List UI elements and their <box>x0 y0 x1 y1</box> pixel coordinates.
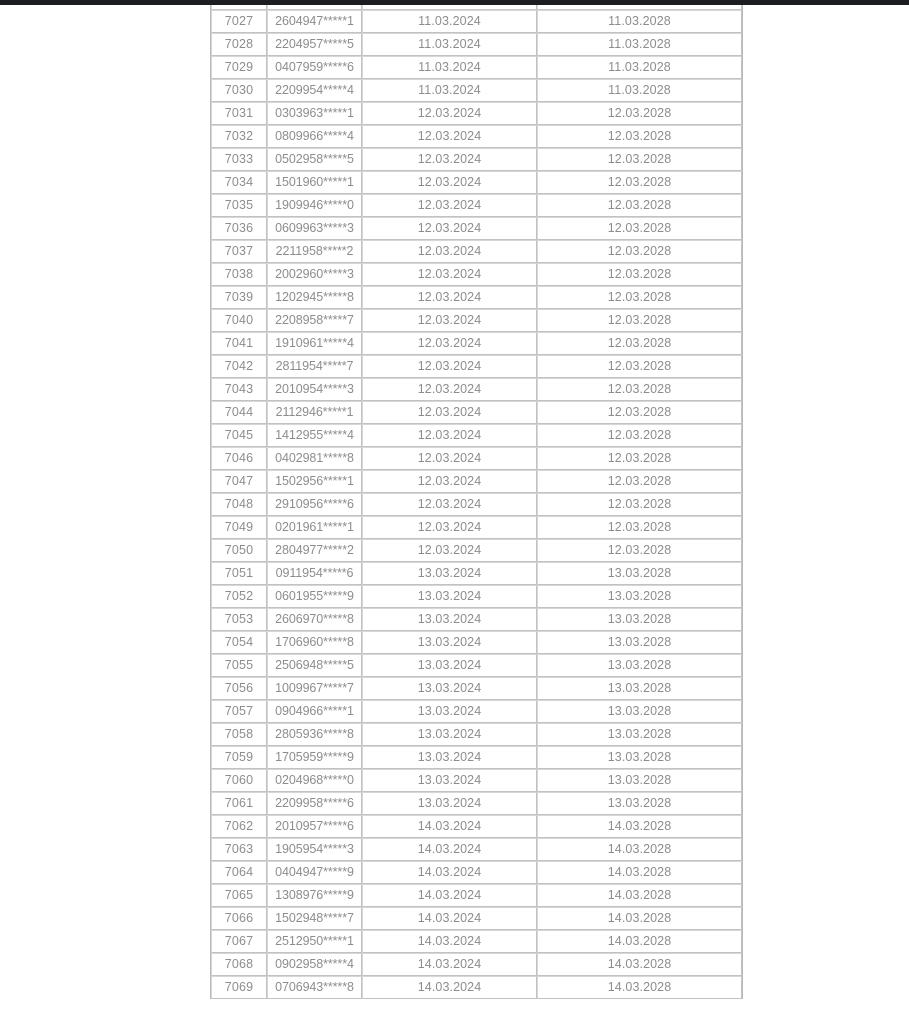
table-cell-row-number: 7027 <box>211 10 267 33</box>
table-cell-expiry-date: 13.03.2028 <box>537 723 742 746</box>
table-row[interactable] <box>211 447 742 470</box>
table-cell-masked-identifier: 2208958*****7 <box>267 309 362 332</box>
table-cell-masked-identifier: 2211958*****2 <box>267 240 362 263</box>
table-cell-row-number: 7037 <box>211 240 267 263</box>
table-cell-issue-date: 13.03.2024 <box>362 608 537 631</box>
table-cell-masked-identifier: 0706943*****8 <box>267 976 362 999</box>
table-cell-expiry-date: 14.03.2028 <box>537 953 742 976</box>
table-cell-masked-identifier: 0404947*****9 <box>267 861 362 884</box>
table-cell-masked-identifier: 2512950*****1 <box>267 930 362 953</box>
table-cell-masked-identifier: 2204957*****5 <box>267 33 362 56</box>
table-cell-row-number: 7048 <box>211 493 267 516</box>
table-cell-row-number: 7045 <box>211 424 267 447</box>
table-row[interactable] <box>211 608 742 631</box>
table-cell-expiry-date: 13.03.2028 <box>537 769 742 792</box>
table-cell-issue-date: 11.03.2024 <box>362 56 537 79</box>
table-cell-issue-date: 12.03.2024 <box>362 102 537 125</box>
table-cell-expiry-date: 14.03.2028 <box>537 861 742 884</box>
table-row[interactable] <box>211 585 742 608</box>
table-cell-issue-date: 12.03.2024 <box>362 148 537 171</box>
table-cell-issue-date: 11.03.2024 <box>362 10 537 33</box>
table-cell-masked-identifier: 0911954*****6 <box>267 562 362 585</box>
table-cell-issue-date: 13.03.2024 <box>362 769 537 792</box>
table-cell-expiry-date: 12.03.2028 <box>537 447 742 470</box>
table-cell-expiry-date: 13.03.2028 <box>537 677 742 700</box>
table-scroll-region[interactable] <box>210 5 741 999</box>
table-cell-row-number: 7056 <box>211 677 267 700</box>
table-cell-expiry-date: 12.03.2028 <box>537 355 742 378</box>
table-cell-row-number: 7051 <box>211 562 267 585</box>
table-cell-masked-identifier: 1502948*****7 <box>267 907 362 930</box>
table-cell-masked-identifier: 2010954*****3 <box>267 378 362 401</box>
table-cell-issue-date: 14.03.2024 <box>362 838 537 861</box>
table-cell-row-number: 7033 <box>211 148 267 171</box>
table-cell-row-number: 7042 <box>211 355 267 378</box>
table-cell-row-number: 7055 <box>211 654 267 677</box>
table-cell-issue-date: 13.03.2024 <box>362 677 537 700</box>
table-cell-issue-date: 12.03.2024 <box>362 332 537 355</box>
table-row[interactable] <box>211 677 742 700</box>
table-cell-issue-date: 13.03.2024 <box>362 792 537 815</box>
table-cell-expiry-date: 12.03.2028 <box>537 217 742 240</box>
table-cell-issue-date: 13.03.2024 <box>362 700 537 723</box>
table-cell-masked-identifier: 0809966*****4 <box>267 125 362 148</box>
table-cell-row-number: 7030 <box>211 79 267 102</box>
table-cell-masked-identifier: 0601955*****9 <box>267 585 362 608</box>
table-row[interactable] <box>211 493 742 516</box>
table-cell-issue-date: 13.03.2024 <box>362 654 537 677</box>
table-cell-row-number: 7029 <box>211 56 267 79</box>
table-cell-expiry-date: 14.03.2028 <box>537 884 742 907</box>
records-table-body <box>211 5 742 999</box>
table-row[interactable] <box>211 332 742 355</box>
table-cell-expiry-date: 12.03.2028 <box>537 171 742 194</box>
table-row[interactable] <box>211 562 742 585</box>
table-cell-row-number: 7039 <box>211 286 267 309</box>
table-cell-masked-identifier: 1308976*****9 <box>267 884 362 907</box>
table-cell-issue-date: 12.03.2024 <box>362 470 537 493</box>
table-cell-masked-identifier: 1502956*****1 <box>267 470 362 493</box>
table-cell-row-number: 7053 <box>211 608 267 631</box>
table-cell-expiry-date: 12.03.2028 <box>537 125 742 148</box>
table-cell-expiry-date: 12.03.2028 <box>537 194 742 217</box>
table-cell-row-number: 7052 <box>211 585 267 608</box>
table-cell-issue-date: 12.03.2024 <box>362 171 537 194</box>
table-cell-issue-date: 12.03.2024 <box>362 286 537 309</box>
table-row[interactable] <box>211 309 742 332</box>
table-cell-issue-date: 12.03.2024 <box>362 424 537 447</box>
table-cell-masked-identifier: 2606970*****8 <box>267 608 362 631</box>
table-cell-row-number: 7067 <box>211 930 267 953</box>
table-cell-expiry-date: 13.03.2028 <box>537 585 742 608</box>
table-cell-masked-identifier: 1202945*****8 <box>267 286 362 309</box>
table-cell-expiry-date: 13.03.2028 <box>537 562 742 585</box>
table-cell-row-number: 7050 <box>211 539 267 562</box>
table-cell-masked-identifier: 2804977*****2 <box>267 539 362 562</box>
table-row[interactable] <box>211 792 742 815</box>
table-cell-masked-identifier: 2506948*****5 <box>267 654 362 677</box>
table-cell-expiry-date: 13.03.2028 <box>537 631 742 654</box>
table-cell-row-number: 7040 <box>211 309 267 332</box>
table-cell-row-number: 7035 <box>211 194 267 217</box>
table-cell-masked-identifier: 1501960*****1 <box>267 171 362 194</box>
table-cell-masked-identifier: 0402981*****8 <box>267 447 362 470</box>
table-cell-issue-date: 12.03.2024 <box>362 493 537 516</box>
table-cell-issue-date: 14.03.2024 <box>362 815 537 838</box>
table-cell-expiry-date: 13.03.2028 <box>537 700 742 723</box>
table-cell-issue-date: 12.03.2024 <box>362 355 537 378</box>
table-cell-row-number: 7043 <box>211 378 267 401</box>
table-row[interactable] <box>211 700 742 723</box>
table-row[interactable] <box>211 769 742 792</box>
table-cell-row-number: 7064 <box>211 861 267 884</box>
table-cell-masked-identifier: 0902958*****4 <box>267 953 362 976</box>
table-cell-expiry-date: 12.03.2028 <box>537 539 742 562</box>
table-cell-masked-identifier: 2604947*****1 <box>267 10 362 33</box>
table-cell-masked-identifier: 2811954*****7 <box>267 355 362 378</box>
table-cell-row-number: 7031 <box>211 102 267 125</box>
table-row[interactable] <box>211 815 742 838</box>
table-cell-issue-date: 14.03.2024 <box>362 907 537 930</box>
table-cell-row-number: 7054 <box>211 631 267 654</box>
table-cell-row-number: 7034 <box>211 171 267 194</box>
table-row[interactable] <box>211 10 742 33</box>
table-cell-issue-date: 12.03.2024 <box>362 194 537 217</box>
table-cell-expiry-date: 12.03.2028 <box>537 148 742 171</box>
table-cell-row-number: 7062 <box>211 815 267 838</box>
table-cell-expiry-date: 12.03.2028 <box>537 516 742 539</box>
table-cell-issue-date: 12.03.2024 <box>362 516 537 539</box>
table-row[interactable] <box>211 884 742 907</box>
table-cell-issue-date: 12.03.2024 <box>362 263 537 286</box>
table-cell-masked-identifier: 1412955*****4 <box>267 424 362 447</box>
table-cell-masked-identifier: 0201961*****1 <box>267 516 362 539</box>
table-cell-issue-date: 12.03.2024 <box>362 378 537 401</box>
table-cell-masked-identifier: 2805936*****8 <box>267 723 362 746</box>
table-cell-issue-date: 13.03.2024 <box>362 631 537 654</box>
records-table <box>210 5 743 999</box>
table-cell-row-number: 7065 <box>211 884 267 907</box>
table-row[interactable] <box>211 953 742 976</box>
table-row[interactable] <box>211 631 742 654</box>
table-cell-expiry-date: 13.03.2028 <box>537 746 742 769</box>
table-row[interactable] <box>211 976 742 999</box>
table-cell-masked-identifier: 1705959*****9 <box>267 746 362 769</box>
table-cell-issue-date: 13.03.2024 <box>362 746 537 769</box>
table-cell-masked-identifier: 1910961*****4 <box>267 332 362 355</box>
table-cell-masked-identifier: 0609963*****3 <box>267 217 362 240</box>
table-cell-expiry-date: 11.03.2028 <box>537 56 742 79</box>
table-row[interactable] <box>211 861 742 884</box>
table-cell-masked-identifier: 2002960*****3 <box>267 263 362 286</box>
table-row[interactable] <box>211 539 742 562</box>
table-cell-issue-date: 14.03.2024 <box>362 976 537 999</box>
table-cell-row-number: 7058 <box>211 723 267 746</box>
table-cell-row-number: 7059 <box>211 746 267 769</box>
table-cell-row-number: 7061 <box>211 792 267 815</box>
table-cell-expiry-date: 12.03.2028 <box>537 470 742 493</box>
table-cell-expiry-date: 12.03.2028 <box>537 378 742 401</box>
table-row[interactable] <box>211 148 742 171</box>
table-cell-expiry-date: 14.03.2028 <box>537 815 742 838</box>
table-row[interactable] <box>211 401 742 424</box>
table-cell-issue-date: 14.03.2024 <box>362 930 537 953</box>
table-cell-row-number: 7041 <box>211 332 267 355</box>
table-row[interactable] <box>211 79 742 102</box>
table-cell-masked-identifier: 2910956*****6 <box>267 493 362 516</box>
table-cell-issue-date: 13.03.2024 <box>362 585 537 608</box>
table-cell-expiry-date: 13.03.2028 <box>537 608 742 631</box>
table-row[interactable] <box>211 516 742 539</box>
table-cell-row-number: 7057 <box>211 700 267 723</box>
table-cell-row-number: 7046 <box>211 447 267 470</box>
table-cell-row-number: 7038 <box>211 263 267 286</box>
table-row[interactable] <box>211 240 742 263</box>
table-row[interactable] <box>211 654 742 677</box>
table-cell-row-number: 7049 <box>211 516 267 539</box>
table-cell-expiry-date: 12.03.2028 <box>537 332 742 355</box>
table-row[interactable] <box>211 907 742 930</box>
table-row[interactable] <box>211 194 742 217</box>
table-cell-issue-date: 12.03.2024 <box>362 217 537 240</box>
table-cell-masked-identifier: 2209954*****4 <box>267 79 362 102</box>
table-cell-expiry-date: 12.03.2028 <box>537 401 742 424</box>
table-cell-masked-identifier: 0502958*****5 <box>267 148 362 171</box>
table-cell-expiry-date: 14.03.2028 <box>537 930 742 953</box>
table-cell-issue-date: 13.03.2024 <box>362 562 537 585</box>
table-cell-expiry-date: 12.03.2028 <box>537 309 742 332</box>
table-cell-masked-identifier: 2209958*****6 <box>267 792 362 815</box>
table-cell-masked-identifier: 1905954*****3 <box>267 838 362 861</box>
table-cell-issue-date: 12.03.2024 <box>362 125 537 148</box>
table-cell-expiry-date: 14.03.2028 <box>537 907 742 930</box>
table-row[interactable] <box>211 102 742 125</box>
table-cell-masked-identifier: 1706960*****8 <box>267 631 362 654</box>
table-cell-row-number: 7044 <box>211 401 267 424</box>
table-cell-masked-identifier: 0407959*****6 <box>267 56 362 79</box>
table-cell-expiry-date: 12.03.2028 <box>537 263 742 286</box>
table-cell-masked-identifier: 0204968*****0 <box>267 769 362 792</box>
table-cell-row-number: 7028 <box>211 33 267 56</box>
table-cell-expiry-date: 13.03.2028 <box>537 792 742 815</box>
table-cell-issue-date: 11.03.2024 <box>362 33 537 56</box>
table-cell-masked-identifier: 0303963*****1 <box>267 102 362 125</box>
table-cell-issue-date: 14.03.2024 <box>362 861 537 884</box>
table-cell-expiry-date: 11.03.2028 <box>537 33 742 56</box>
table-row[interactable] <box>211 723 742 746</box>
table-cell-row-number: 7060 <box>211 769 267 792</box>
table-cell-expiry-date: 13.03.2028 <box>537 654 742 677</box>
table-row[interactable] <box>211 378 742 401</box>
table-row[interactable] <box>211 33 742 56</box>
table-cell-issue-date: 12.03.2024 <box>362 401 537 424</box>
table-row[interactable] <box>211 263 742 286</box>
table-cell-expiry-date: 12.03.2028 <box>537 102 742 125</box>
table-cell-expiry-date: 14.03.2028 <box>537 976 742 999</box>
table-cell-row-number: 7032 <box>211 125 267 148</box>
table-cell-row-number: 7063 <box>211 838 267 861</box>
table-cell-issue-date: 14.03.2024 <box>362 953 537 976</box>
table-row[interactable] <box>211 286 742 309</box>
table-row[interactable] <box>211 355 742 378</box>
table-cell-row-number: 7047 <box>211 470 267 493</box>
table-cell-row-number: 7066 <box>211 907 267 930</box>
table-row[interactable] <box>211 930 742 953</box>
table-cell-expiry-date: 12.03.2028 <box>537 493 742 516</box>
table-cell-issue-date: 14.03.2024 <box>362 884 537 907</box>
table-cell-masked-identifier: 1909946*****0 <box>267 194 362 217</box>
table-cell-masked-identifier: 2010957*****6 <box>267 815 362 838</box>
table-row[interactable] <box>211 56 742 79</box>
table-row[interactable] <box>211 125 742 148</box>
table-cell-issue-date: 12.03.2024 <box>362 240 537 263</box>
table-cell-row-number: 7068 <box>211 953 267 976</box>
table-cell-expiry-date: 12.03.2028 <box>537 286 742 309</box>
table-row[interactable] <box>211 424 742 447</box>
table-cell-expiry-date: 12.03.2028 <box>537 240 742 263</box>
table-cell-issue-date: 11.03.2024 <box>362 79 537 102</box>
table-cell-issue-date: 12.03.2024 <box>362 309 537 332</box>
table-cell-issue-date: 12.03.2024 <box>362 539 537 562</box>
table-cell-expiry-date: 12.03.2028 <box>537 424 742 447</box>
table-cell-masked-identifier: 1009967*****7 <box>267 677 362 700</box>
table-cell-masked-identifier: 2112946*****1 <box>267 401 362 424</box>
table-row[interactable] <box>211 470 742 493</box>
table-cell-masked-identifier: 0904966*****1 <box>267 700 362 723</box>
table-row[interactable] <box>211 217 742 240</box>
table-row[interactable] <box>211 746 742 769</box>
table-cell-issue-date: 12.03.2024 <box>362 447 537 470</box>
table-cell-row-number: 7069 <box>211 976 267 999</box>
table-row[interactable] <box>211 838 742 861</box>
table-cell-expiry-date: 11.03.2028 <box>537 10 742 33</box>
table-cell-expiry-date: 11.03.2028 <box>537 79 742 102</box>
table-cell-row-number: 7036 <box>211 217 267 240</box>
table-row[interactable] <box>211 171 742 194</box>
table-cell-expiry-date: 14.03.2028 <box>537 838 742 861</box>
table-cell-issue-date: 13.03.2024 <box>362 723 537 746</box>
